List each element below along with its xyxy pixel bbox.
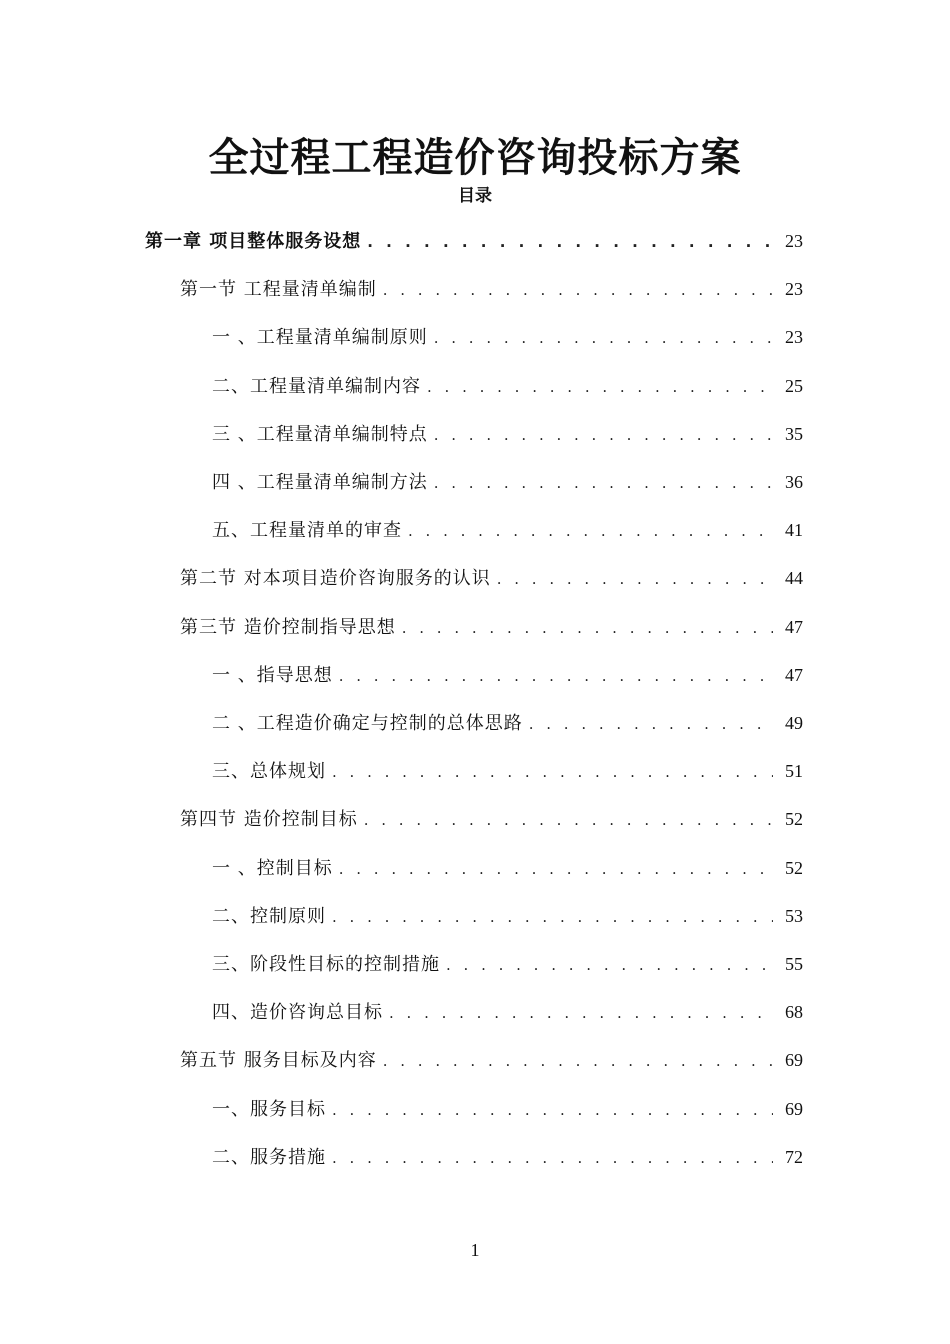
toc-entry-page: 47 bbox=[785, 616, 803, 637]
toc-leader-dots bbox=[446, 948, 773, 982]
toc-entry-label: 二、服务措施 bbox=[212, 1146, 326, 1168]
toc-leader-dots bbox=[497, 562, 773, 596]
toc-leader-dots bbox=[332, 900, 773, 934]
toc-entry[interactable] bbox=[145, 224, 803, 258]
toc-entry-page: 23 bbox=[785, 279, 803, 300]
toc-entry-label: 第一节 工程量清单编制 bbox=[180, 279, 377, 301]
toc-entry[interactable] bbox=[180, 272, 803, 306]
toc-entry-page: 49 bbox=[785, 713, 803, 733]
toc-entry-page: 53 bbox=[785, 905, 803, 926]
toc-entry-page: 36 bbox=[785, 472, 803, 492]
toc-entry-page: 35 bbox=[785, 423, 803, 444]
toc-heading: 目录 bbox=[458, 186, 492, 206]
toc-entry-label: 一 、控制目标 bbox=[212, 857, 333, 879]
toc-leader-dots bbox=[434, 466, 773, 500]
toc-leader-dots bbox=[383, 1044, 773, 1078]
toc-leader-dots bbox=[434, 321, 773, 355]
toc-entry-label: 五、工程量清单的审查 bbox=[212, 520, 402, 542]
toc-entry-label: 三、阶段性目标的控制措施 bbox=[212, 954, 440, 975]
toc-entry-label: 四 、工程量清单编制方法 bbox=[212, 472, 428, 493]
toc-entry-page: 41 bbox=[785, 520, 803, 541]
toc-entry-label: 一、服务目标 bbox=[212, 1098, 326, 1120]
toc-leader-dots bbox=[408, 514, 773, 548]
toc-entry[interactable] bbox=[212, 706, 803, 740]
toc-entry[interactable] bbox=[212, 513, 803, 547]
toc-leader-dots bbox=[383, 273, 773, 307]
toc-leader-dots bbox=[367, 225, 773, 259]
toc-leader-dots bbox=[332, 1141, 773, 1175]
toc-entry-page: 69 bbox=[785, 1050, 803, 1071]
toc-entry[interactable] bbox=[212, 465, 803, 499]
toc-entry[interactable] bbox=[180, 561, 803, 595]
toc-entry-label: 第三节 造价控制指导思想 bbox=[180, 616, 396, 638]
toc-entry-label: 第一章 项目整体服务设想 bbox=[145, 231, 362, 252]
toc-leader-dots bbox=[389, 996, 773, 1030]
toc-entry[interactable] bbox=[212, 1140, 803, 1174]
toc-leader-dots bbox=[529, 707, 773, 741]
toc-entry-page: 23 bbox=[785, 231, 803, 251]
toc-entry-label: 三 、工程量清单编制特点 bbox=[212, 423, 428, 445]
toc-entry[interactable] bbox=[212, 369, 803, 403]
toc-entry-label: 二 、工程造价确定与控制的总体思路 bbox=[212, 713, 523, 734]
toc-leader-dots bbox=[434, 418, 773, 452]
toc-entry[interactable] bbox=[212, 417, 803, 451]
toc-entry[interactable] bbox=[180, 1043, 803, 1077]
document-title: 全过程工程造价咨询投标方案 bbox=[208, 135, 742, 181]
toc-entry-label: 二、控制原则 bbox=[212, 905, 326, 927]
toc-entry-page: 69 bbox=[785, 1098, 803, 1119]
toc-entry-page: 52 bbox=[785, 857, 803, 878]
toc-entry-page: 51 bbox=[785, 761, 803, 782]
toc-entry[interactable] bbox=[180, 802, 803, 836]
toc-entry-label: 四、造价咨询总目标 bbox=[212, 1002, 383, 1024]
toc-entry-label: 一 、指导思想 bbox=[212, 664, 333, 686]
toc-leader-dots bbox=[332, 1093, 773, 1127]
toc-entry-page: 52 bbox=[785, 809, 803, 830]
toc-entry[interactable] bbox=[212, 899, 803, 933]
toc-entry[interactable] bbox=[212, 947, 803, 981]
page-number: 1 bbox=[470, 1240, 480, 1260]
toc-leader-dots bbox=[402, 611, 773, 645]
toc-entry-label: 一 、工程量清单编制原则 bbox=[212, 327, 428, 349]
toc-leader-dots bbox=[364, 803, 773, 837]
toc-entry-page: 44 bbox=[785, 568, 803, 589]
toc-entry-page: 72 bbox=[785, 1146, 803, 1167]
toc-entry-label: 第二节 对本项目造价咨询服务的认识 bbox=[180, 568, 491, 590]
toc-leader-dots bbox=[427, 370, 773, 404]
toc-leader-dots bbox=[332, 755, 773, 789]
toc-entry-label: 三、总体规划 bbox=[212, 761, 326, 783]
toc-entry-page: 47 bbox=[785, 664, 803, 685]
toc-entry-page: 23 bbox=[785, 327, 803, 348]
toc-entry[interactable] bbox=[212, 1092, 803, 1126]
toc-entry-page: 68 bbox=[785, 1002, 803, 1023]
toc-entry-label: 第四节 造价控制目标 bbox=[180, 809, 358, 831]
toc-entry[interactable] bbox=[180, 610, 803, 644]
toc-entry-label: 第五节 服务目标及内容 bbox=[180, 1050, 377, 1072]
toc-entry-label: 二、工程量清单编制内容 bbox=[212, 375, 421, 397]
toc-leader-dots bbox=[339, 852, 773, 886]
toc-entry[interactable] bbox=[212, 754, 803, 788]
toc-leader-dots bbox=[339, 659, 773, 693]
toc-entry[interactable] bbox=[212, 851, 803, 885]
toc-entry[interactable] bbox=[212, 320, 803, 354]
toc-entry-page: 25 bbox=[785, 375, 803, 396]
toc-entry[interactable] bbox=[212, 658, 803, 692]
toc-entry[interactable] bbox=[212, 995, 803, 1029]
toc-entry-page: 55 bbox=[785, 954, 803, 974]
